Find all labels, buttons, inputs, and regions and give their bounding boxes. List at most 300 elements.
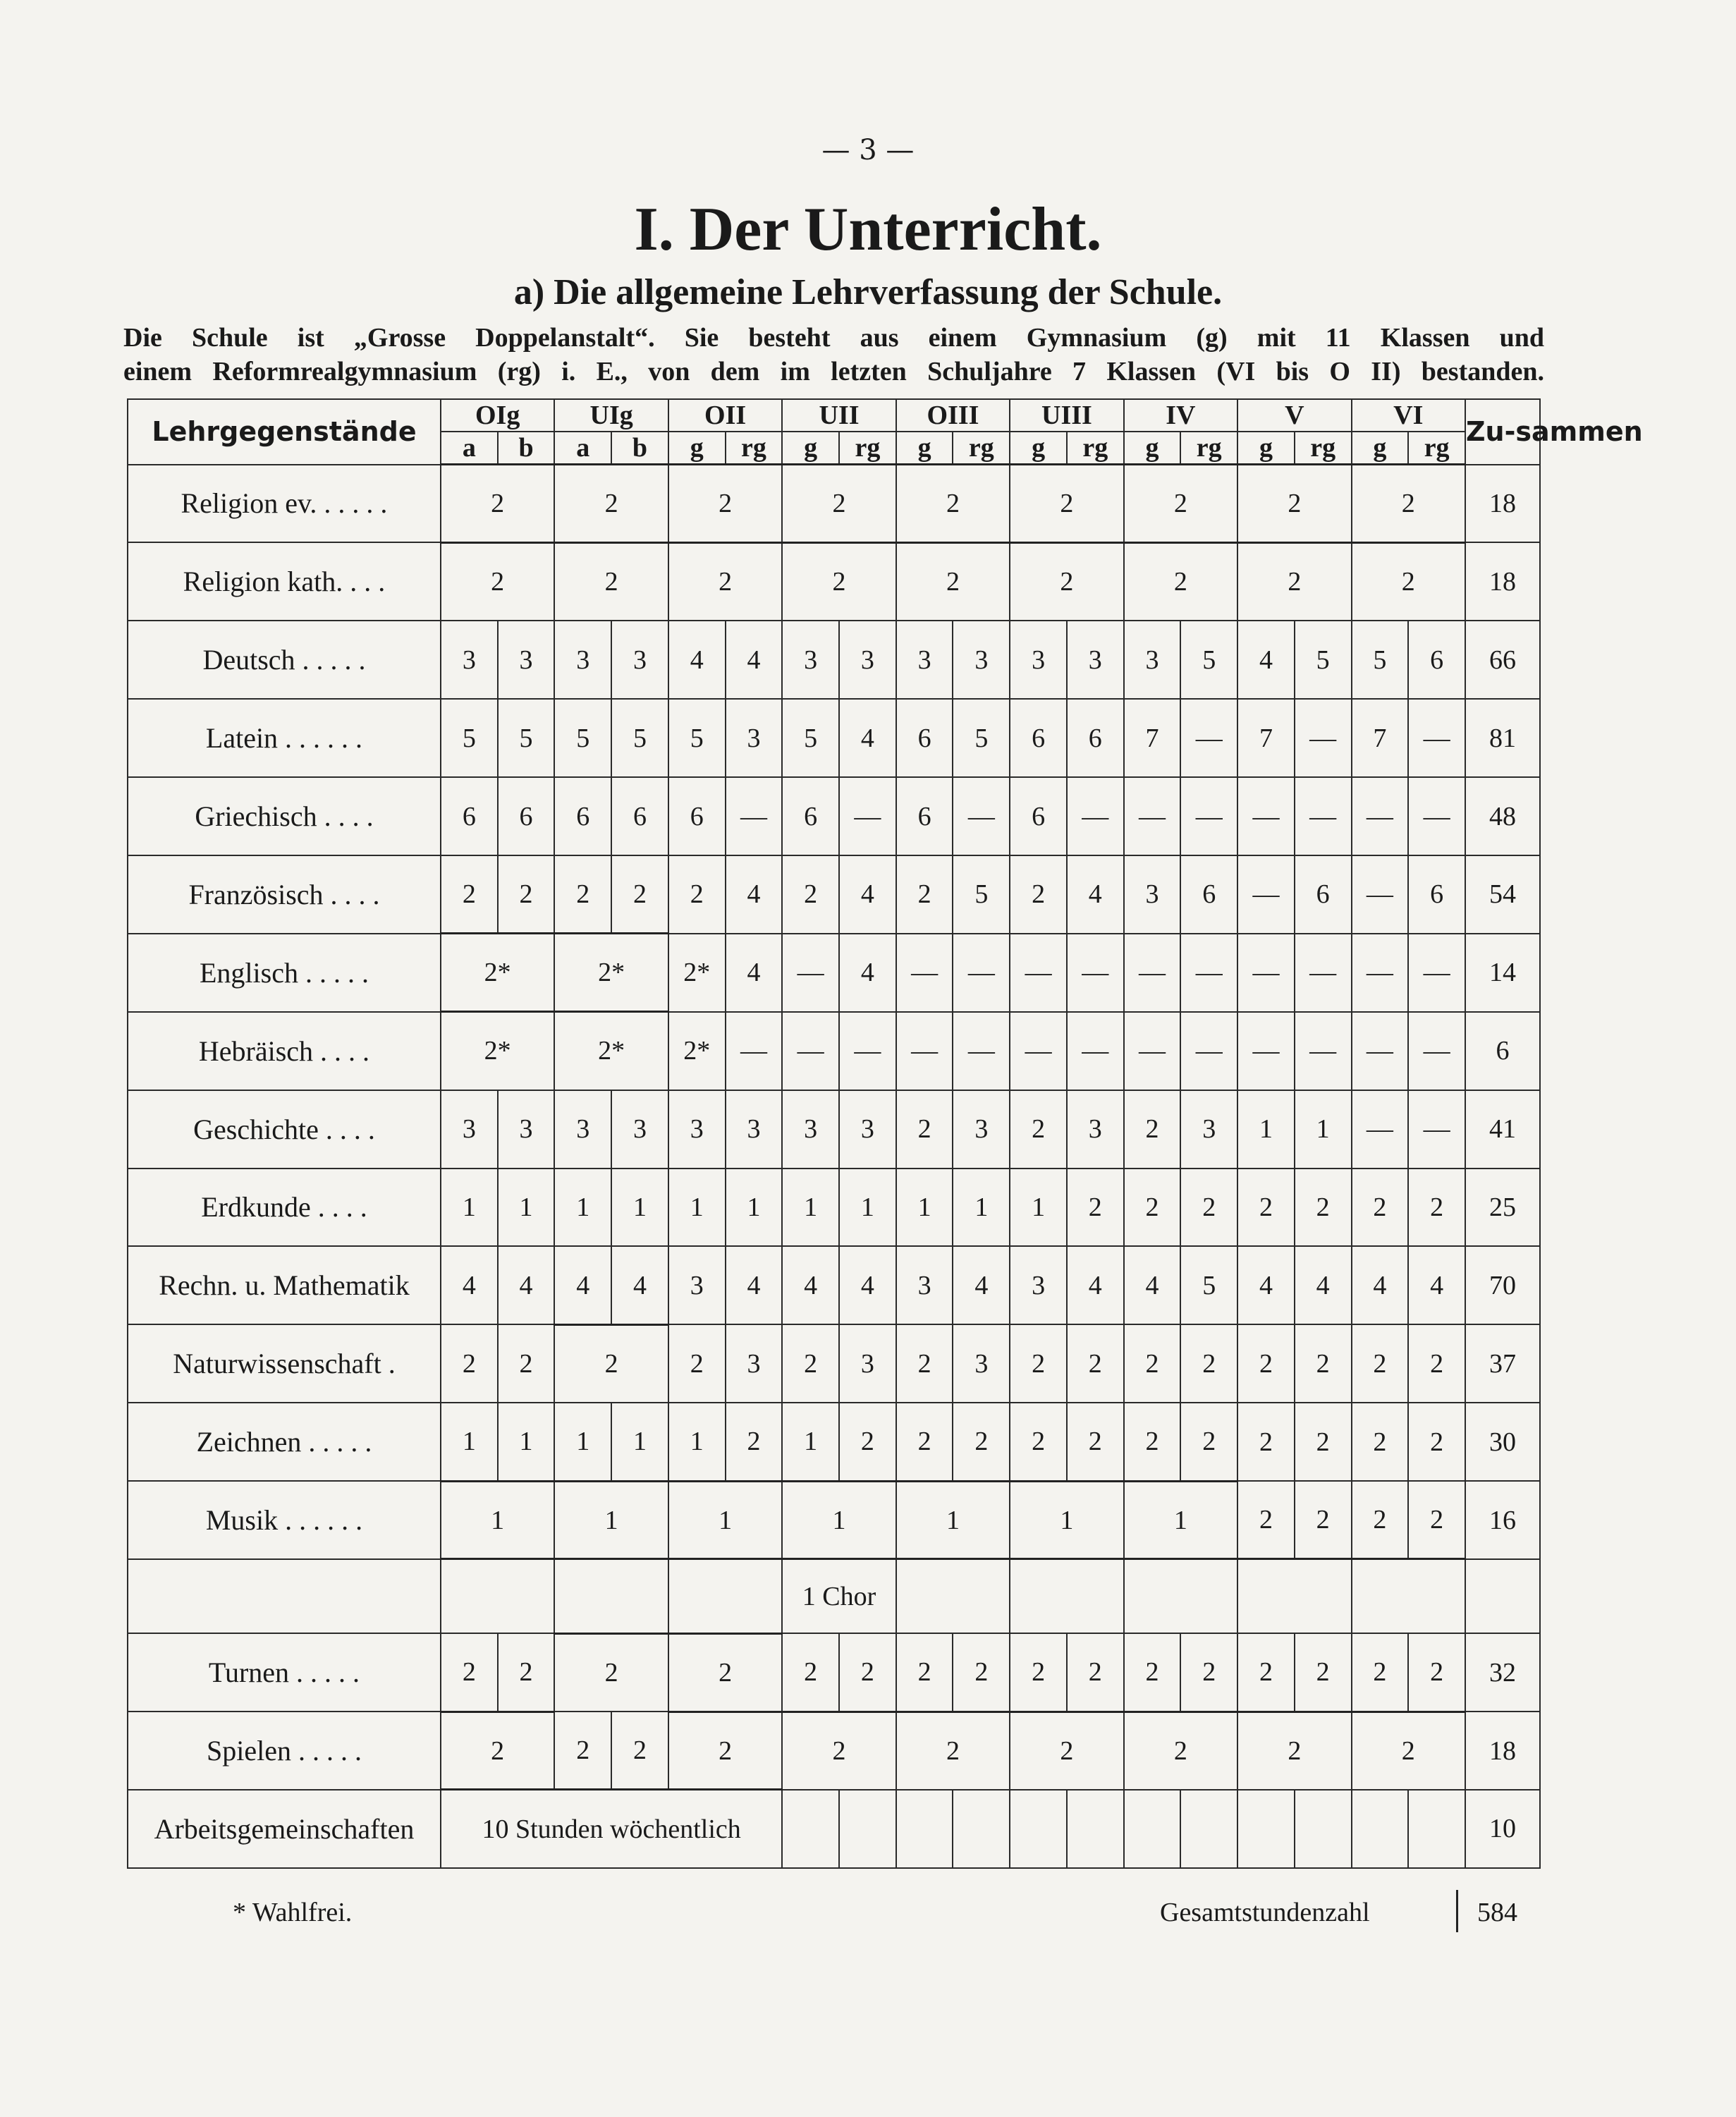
hours-cell: 2 <box>1352 1169 1409 1247</box>
hours-cell: 6 <box>1010 699 1067 777</box>
table-row <box>128 1246 1540 1324</box>
subclass-header: a <box>554 432 611 465</box>
hours-cell: 2 <box>1295 1633 1352 1712</box>
subject-cell: Englisch . . . . . <box>128 934 441 1012</box>
hours-cell: 3 <box>726 1324 783 1403</box>
hours-cell: 3 <box>1124 621 1181 699</box>
hours-cell: 1 <box>1295 1090 1352 1169</box>
hours-cell: 7 <box>1237 699 1295 777</box>
table-row <box>128 465 1540 543</box>
hours-cell: 6 <box>1067 699 1124 777</box>
hours-cell: 2 <box>1295 1403 1352 1481</box>
hours-cell: 2 <box>1408 1481 1465 1559</box>
hours-cell: 2 <box>1352 1403 1409 1481</box>
hours-cell: — <box>1180 699 1237 777</box>
row-total-cell: 37 <box>1465 1324 1540 1403</box>
hours-cell: 4 <box>1352 1246 1409 1324</box>
class-header: OII <box>668 399 782 432</box>
class-header: UIg <box>554 399 668 432</box>
hours-cell: 1 <box>668 1403 726 1481</box>
table-row <box>128 1559 1540 1633</box>
hours-cell: 2 <box>782 855 839 934</box>
hours-cell: — <box>839 1012 896 1090</box>
table-row <box>128 1324 1540 1403</box>
hours-cell <box>1124 1559 1237 1633</box>
hours-cell: 1 <box>554 1481 668 1559</box>
hours-cell: 2 <box>1352 465 1465 543</box>
hours-cell: 5 <box>611 699 668 777</box>
hours-cell: 2 <box>1408 1169 1465 1247</box>
intro-line-1: Die Schule ist „Grosse Doppelanstalt“. Sie besteht aus einem Gymnasium (g) mit 11 Klassen und <box>123 323 1544 353</box>
hours-cell: 1 <box>896 1481 1010 1559</box>
hours-cell: 2 <box>782 542 895 621</box>
hours-cell: 3 <box>1067 621 1124 699</box>
hours-cell: — <box>896 1012 953 1090</box>
hours-cell: 2 <box>441 1633 498 1712</box>
hours-cell: 1 <box>953 1169 1010 1247</box>
page-number: — 3 — <box>821 134 915 166</box>
hours-cell: 1 <box>441 1403 498 1481</box>
row-total-cell: 70 <box>1465 1246 1540 1324</box>
hours-cell: — <box>1180 777 1237 855</box>
hours-cell: — <box>953 777 1010 855</box>
hours-cell: 2 <box>1352 542 1465 621</box>
hours-cell: 6 <box>896 777 953 855</box>
section-title: I. Der Unterricht. <box>634 195 1102 264</box>
hours-cell: 4 <box>726 1246 783 1324</box>
hours-cell: 10 Stunden wöchentlich <box>441 1790 782 1868</box>
hours-cell: 2 <box>498 1633 555 1712</box>
row-total-cell: 54 <box>1465 855 1540 934</box>
row-total-cell: 10 <box>1465 1790 1540 1868</box>
hours-cell: — <box>1124 777 1181 855</box>
hours-cell: 1 <box>726 1169 783 1247</box>
hours-cell: 2 <box>1237 465 1351 543</box>
hours-cell: 3 <box>782 621 839 699</box>
table-row <box>128 1012 1540 1090</box>
hours-cell: — <box>1067 934 1124 1012</box>
table-row <box>128 1633 1540 1712</box>
hours-cell: 1 <box>441 1169 498 1247</box>
hours-cell: 2 <box>726 1403 783 1481</box>
row-total-cell: 30 <box>1465 1403 1540 1481</box>
hours-cell: — <box>1237 855 1295 934</box>
hours-cell: 2 <box>1237 1633 1295 1712</box>
hours-cell: 2 <box>1010 1633 1067 1712</box>
hours-cell: 2* <box>668 934 726 1012</box>
row-total-cell: 25 <box>1465 1169 1540 1247</box>
hours-cell: 3 <box>1067 1090 1124 1169</box>
hours-cell: 2 <box>896 1633 953 1712</box>
hours-cell: 5 <box>1180 621 1237 699</box>
hours-cell: 4 <box>554 1246 611 1324</box>
hours-cell: 3 <box>611 621 668 699</box>
subclass-header: rg <box>1067 432 1124 465</box>
hours-cell: 2 <box>953 1403 1010 1481</box>
hours-cell: 2 <box>1237 542 1351 621</box>
row-total-cell: 18 <box>1465 465 1540 543</box>
table-row <box>128 542 1540 621</box>
hours-cell: 6 <box>1010 777 1067 855</box>
hours-cell: 6 <box>668 777 726 855</box>
hours-cell: 2 <box>1124 1633 1181 1712</box>
hours-cell: — <box>726 1012 783 1090</box>
hours-cell: 2 <box>782 1712 895 1790</box>
table-row <box>128 934 1540 1012</box>
hours-cell: 2 <box>839 1633 896 1712</box>
hours-cell <box>1352 1559 1465 1633</box>
hours-cell: — <box>1295 699 1352 777</box>
hours-cell: 2 <box>554 1712 611 1790</box>
hours-cell: — <box>1010 1012 1067 1090</box>
subclass-header: rg <box>1295 432 1352 465</box>
hours-cell <box>1010 1790 1067 1868</box>
hours-cell: 3 <box>839 1090 896 1169</box>
hours-cell: 7 <box>1352 699 1409 777</box>
hours-cell: 3 <box>896 1246 953 1324</box>
hours-cell: 1 <box>782 1481 895 1559</box>
hours-cell: 2 <box>1180 1169 1237 1247</box>
subclass-header: a <box>441 432 498 465</box>
hours-cell: 2 <box>1124 1712 1237 1790</box>
hours-cell: 4 <box>782 1246 839 1324</box>
hours-cell: 1 <box>668 1481 782 1559</box>
hours-cell: 6 <box>1295 855 1352 934</box>
hours-cell: 7 <box>1124 699 1181 777</box>
hours-cell: 1 Chor <box>782 1559 895 1633</box>
hours-cell: 6 <box>441 777 498 855</box>
subject-cell: Musik . . . . . . <box>128 1481 441 1559</box>
hours-cell: 2 <box>1237 1403 1295 1481</box>
hours-cell: 2 <box>1237 1324 1295 1403</box>
hours-cell: 2 <box>498 855 555 934</box>
hours-cell: 6 <box>498 777 555 855</box>
hours-cell: 2 <box>441 1324 498 1403</box>
table-row <box>128 699 1540 777</box>
hours-cell: 3 <box>498 1090 555 1169</box>
subclass-header: rg <box>1408 432 1465 465</box>
subject-cell: Turnen . . . . . <box>128 1633 441 1712</box>
hours-cell: 6 <box>1408 855 1465 934</box>
hours-cell: 2 <box>953 1633 1010 1712</box>
intro-text <box>123 321 1544 389</box>
subject-cell: Deutsch . . . . . <box>128 621 441 699</box>
hours-cell: — <box>1010 934 1067 1012</box>
hours-cell: 2 <box>896 1090 953 1169</box>
hours-cell: 2 <box>1124 465 1237 543</box>
hours-cell: 2 <box>1067 1169 1124 1247</box>
hours-cell: — <box>726 777 783 855</box>
hours-cell: 3 <box>726 699 783 777</box>
hours-cell: 4 <box>1237 621 1295 699</box>
hours-cell <box>1237 1790 1295 1868</box>
subclass-header: g <box>896 432 953 465</box>
hours-cell: 2 <box>1352 1633 1409 1712</box>
hours-cell: — <box>1237 934 1295 1012</box>
hours-cell: 1 <box>1237 1090 1295 1169</box>
hours-cell: 4 <box>1067 1246 1124 1324</box>
hours-cell: — <box>1352 777 1409 855</box>
hours-cell: 2 <box>441 855 498 934</box>
hours-cell: 2 <box>1067 1403 1124 1481</box>
table-row <box>128 1481 1540 1559</box>
hours-cell: 5 <box>953 699 1010 777</box>
hours-cell: 6 <box>1180 855 1237 934</box>
hours-cell: — <box>896 934 953 1012</box>
hours-cell: — <box>1295 777 1352 855</box>
hours-cell: 4 <box>839 699 896 777</box>
hours-cell: 1 <box>782 1403 839 1481</box>
hours-cell: 1 <box>441 1481 554 1559</box>
subject-header: Lehrgegenstände <box>128 399 441 465</box>
table-row <box>128 1712 1540 1790</box>
hours-cell: 5 <box>953 855 1010 934</box>
hours-cell: 2* <box>668 1012 726 1090</box>
hours-cell <box>554 1559 668 1633</box>
hours-cell: — <box>1352 934 1409 1012</box>
hours-cell: 1 <box>1010 1481 1123 1559</box>
hours-cell: 2 <box>1010 855 1067 934</box>
table-row <box>128 621 1540 699</box>
hours-cell: — <box>1067 777 1124 855</box>
grand-total-separator <box>1456 1890 1458 1932</box>
hours-cell: 4 <box>441 1246 498 1324</box>
hours-cell: 4 <box>668 621 726 699</box>
hours-cell: 5 <box>1352 621 1409 699</box>
hours-cell <box>896 1559 1010 1633</box>
subject-cell: Religion ev. . . . . . <box>128 465 441 543</box>
hours-cell: 2 <box>896 855 953 934</box>
hours-cell: 2 <box>1124 1324 1181 1403</box>
hours-cell: 5 <box>782 699 839 777</box>
subject-cell <box>128 1559 441 1633</box>
hours-cell: — <box>1352 855 1409 934</box>
hours-cell: 3 <box>953 621 1010 699</box>
hours-cell: — <box>1067 1012 1124 1090</box>
hours-cell: 2 <box>1010 1090 1067 1169</box>
hours-cell: 3 <box>441 621 498 699</box>
hours-cell: 6 <box>896 699 953 777</box>
hours-cell: 1 <box>498 1403 555 1481</box>
hours-cell: 1 <box>839 1169 896 1247</box>
hours-cell: 1 <box>1124 1481 1237 1559</box>
hours-cell: 2 <box>1180 1324 1237 1403</box>
hours-cell: 4 <box>839 1246 896 1324</box>
hours-cell: — <box>1237 1012 1295 1090</box>
hours-cell: 2 <box>1010 1712 1123 1790</box>
hours-cell: 6 <box>782 777 839 855</box>
subclass-header: g <box>1352 432 1409 465</box>
class-header: IV <box>1124 399 1237 432</box>
hours-cell: 4 <box>1067 855 1124 934</box>
subclass-header: g <box>1010 432 1067 465</box>
hours-cell: 2 <box>782 1324 839 1403</box>
hours-cell: 2 <box>554 1633 668 1712</box>
hours-cell: 2 <box>1352 1712 1465 1790</box>
hours-cell: 5 <box>1295 621 1352 699</box>
hours-cell: 1 <box>668 1169 726 1247</box>
row-total-cell: 6 <box>1465 1012 1540 1090</box>
subclass-header: rg <box>1180 432 1237 465</box>
hours-cell: 3 <box>554 1090 611 1169</box>
hours-cell: 2 <box>1295 1481 1352 1559</box>
table-row <box>128 1169 1540 1247</box>
hours-cell: 1 <box>554 1403 611 1481</box>
class-header: OIg <box>441 399 554 432</box>
hours-cell: — <box>1295 934 1352 1012</box>
hours-cell: — <box>782 934 839 1012</box>
hours-cell: 2 <box>1237 1169 1295 1247</box>
hours-cell: 4 <box>726 934 783 1012</box>
hours-cell: 1 <box>782 1169 839 1247</box>
hours-cell <box>896 1790 953 1868</box>
table-row <box>128 855 1540 934</box>
hours-cell: — <box>782 1012 839 1090</box>
hours-cell: 2 <box>896 1403 953 1481</box>
hours-cell: 2 <box>1010 542 1123 621</box>
grand-total-label: Gesamtstundenzahl <box>1160 1898 1370 1927</box>
hours-cell: 4 <box>839 855 896 934</box>
hours-cell: — <box>1124 934 1181 1012</box>
hours-cell: 2 <box>1180 1403 1237 1481</box>
subclass-header: b <box>498 432 555 465</box>
hours-cell: 6 <box>1408 621 1465 699</box>
subject-cell: Religion kath. . . . <box>128 542 441 621</box>
subject-cell: Arbeitsgemeinschaften <box>128 1790 441 1868</box>
hours-cell: 4 <box>1237 1246 1295 1324</box>
hours-cell <box>668 1559 782 1633</box>
hours-cell: 2 <box>1352 1481 1409 1559</box>
total-header: Zu-sammen <box>1465 399 1540 465</box>
hours-cell: 2 <box>668 1324 726 1403</box>
subject-cell: Latein . . . . . . <box>128 699 441 777</box>
subclass-header: rg <box>726 432 783 465</box>
hours-cell <box>1124 1790 1181 1868</box>
hours-cell: 2 <box>839 1403 896 1481</box>
subject-cell: Griechisch . . . . <box>128 777 441 855</box>
curriculum-table <box>127 398 1643 1869</box>
hours-cell: 2 <box>668 1633 782 1712</box>
hours-cell: 3 <box>668 1246 726 1324</box>
table-body <box>128 465 1540 1869</box>
hours-cell: 3 <box>839 621 896 699</box>
subclass-header: rg <box>839 432 896 465</box>
hours-cell: 2 <box>611 1712 668 1790</box>
hours-cell <box>1010 1559 1123 1633</box>
hours-cell: 4 <box>1408 1246 1465 1324</box>
hours-cell: — <box>1295 1012 1352 1090</box>
hours-cell: 3 <box>1010 621 1067 699</box>
hours-cell: 2 <box>554 855 611 934</box>
hours-cell: 4 <box>498 1246 555 1324</box>
row-total-cell: 18 <box>1465 1712 1540 1790</box>
row-total-cell: 41 <box>1465 1090 1540 1169</box>
hours-cell: — <box>1237 777 1295 855</box>
hours-cell: — <box>1408 1090 1465 1169</box>
subclass-header: b <box>611 432 668 465</box>
hours-cell: 1 <box>554 1169 611 1247</box>
hours-cell: 2 <box>782 465 895 543</box>
subclass-header: rg <box>953 432 1010 465</box>
hours-cell: 3 <box>782 1090 839 1169</box>
hours-cell <box>1352 1790 1409 1868</box>
hours-cell: 2 <box>441 1712 554 1790</box>
subject-cell: Erdkunde . . . . <box>128 1169 441 1247</box>
hours-cell <box>782 1790 839 1868</box>
hours-cell: — <box>1408 1012 1465 1090</box>
hours-cell: 3 <box>554 621 611 699</box>
hours-cell: 4 <box>726 855 783 934</box>
hours-cell: 1 <box>1010 1169 1067 1247</box>
hours-cell: 3 <box>1124 855 1181 934</box>
hours-cell: 2* <box>554 934 668 1012</box>
hours-cell: 3 <box>726 1090 783 1169</box>
hours-cell: 3 <box>953 1090 1010 1169</box>
hours-cell: 2 <box>668 465 782 543</box>
hours-cell: 2 <box>1295 1169 1352 1247</box>
row-total-cell: 81 <box>1465 699 1540 777</box>
row-total-cell: 32 <box>1465 1633 1540 1712</box>
hours-cell: 2 <box>668 1712 782 1790</box>
hours-cell: 4 <box>953 1246 1010 1324</box>
subject-cell: Zeichnen . . . . . <box>128 1403 441 1481</box>
hours-cell: 3 <box>498 621 555 699</box>
hours-cell <box>1237 1559 1351 1633</box>
hours-cell: 4 <box>611 1246 668 1324</box>
hours-cell: 3 <box>441 1090 498 1169</box>
hours-cell: 2 <box>1237 1712 1351 1790</box>
hours-cell: 2 <box>1010 465 1123 543</box>
hours-cell: 1 <box>498 1169 555 1247</box>
class-header: UIII <box>1010 399 1123 432</box>
hours-cell: 4 <box>1124 1246 1181 1324</box>
hours-cell: 2 <box>1010 1403 1067 1481</box>
class-header: UII <box>782 399 895 432</box>
header-row-classes <box>128 399 1540 432</box>
hours-cell: 2 <box>896 542 1010 621</box>
hours-cell: — <box>1352 1090 1409 1169</box>
hours-cell: 2 <box>1067 1633 1124 1712</box>
hours-cell: 2 <box>611 855 668 934</box>
hours-cell: — <box>1408 934 1465 1012</box>
hours-cell: 4 <box>1295 1246 1352 1324</box>
hours-cell: 2 <box>1408 1403 1465 1481</box>
hours-cell: — <box>1408 699 1465 777</box>
hours-cell <box>839 1790 896 1868</box>
hours-cell: 2 <box>1124 1090 1181 1169</box>
hours-cell: 4 <box>839 934 896 1012</box>
hours-cell: 2 <box>1124 1403 1181 1481</box>
hours-cell: 3 <box>953 1324 1010 1403</box>
hours-cell: 5 <box>1180 1246 1237 1324</box>
hours-cell: 2 <box>498 1324 555 1403</box>
footnote: * Wahlfrei. <box>233 1898 353 1927</box>
hours-cell: 2 <box>554 542 668 621</box>
hours-cell: 3 <box>1010 1246 1067 1324</box>
hours-cell: 2 <box>1124 1169 1181 1247</box>
subject-cell: Hebräisch . . . . <box>128 1012 441 1090</box>
class-header: V <box>1237 399 1351 432</box>
hours-cell: 2 <box>1180 1633 1237 1712</box>
hours-cell: — <box>1124 1012 1181 1090</box>
hours-cell <box>441 1559 554 1633</box>
hours-cell: 2 <box>554 465 668 543</box>
subject-cell: Französisch . . . . <box>128 855 441 934</box>
subclass-header: g <box>1237 432 1295 465</box>
hours-cell <box>1180 1790 1237 1868</box>
hours-cell: 5 <box>498 699 555 777</box>
hours-cell: 1 <box>611 1169 668 1247</box>
